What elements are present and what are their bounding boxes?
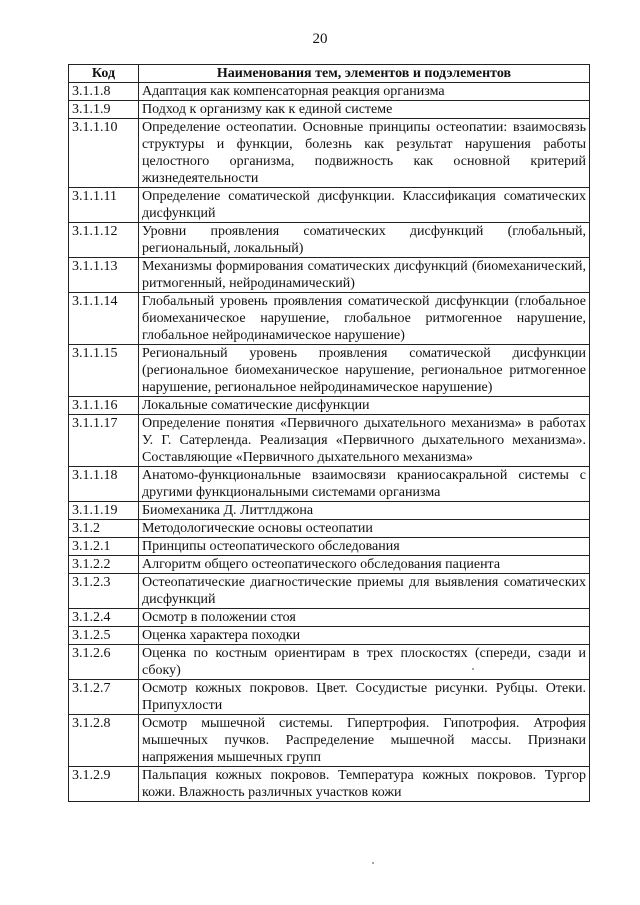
table-row xyxy=(69,538,590,556)
row-code: 3.1.2.1 xyxy=(69,538,139,556)
table-row xyxy=(69,767,590,802)
row-code: 3.1.2 xyxy=(69,520,139,538)
row-code: 3.1.1.13 xyxy=(69,258,139,293)
table-row xyxy=(69,467,590,502)
row-name: Локальные соматические дисфункции xyxy=(139,397,590,415)
table-row xyxy=(69,101,590,119)
row-code: 3.1.2.8 xyxy=(69,715,139,767)
table-row xyxy=(69,627,590,645)
row-code: 3.1.1.14 xyxy=(69,293,139,345)
row-name: Определение понятия «Первичного дыхательного механизма» в работах У. Г. Сатерленда. Реализация «Первичного дыхательного механизма». Составляющие «Первичного дыхательного механизма» xyxy=(139,415,590,467)
row-name: Региональный уровень проявления соматической дисфункции (региональное биомеханическое нарушение, региональное ритмогенное нарушение, региональное нейродинамическое нарушение) xyxy=(139,345,590,397)
row-code: 3.1.2.2 xyxy=(69,556,139,574)
row-code: 3.1.1.16 xyxy=(69,397,139,415)
row-name: Оценка характера походки xyxy=(139,627,590,645)
table-header-row xyxy=(69,65,590,83)
row-code: 3.1.2.4 xyxy=(69,609,139,627)
table-row xyxy=(69,715,590,767)
row-name: Методологические основы остеопатии xyxy=(139,520,590,538)
row-name: Пальпация кожных покровов. Температура кожных покровов. Тургор кожи. Влажность различных участков кожи xyxy=(139,767,590,802)
row-code: 3.1.2.7 xyxy=(69,680,139,715)
row-code: 3.1.1.9 xyxy=(69,101,139,119)
row-code: 3.1.1.10 xyxy=(69,119,139,188)
row-name: Механизмы формирования соматических дисфункций (биомеханический, ритмогенный, нейродинамический) xyxy=(139,258,590,293)
row-name: Уровни проявления соматических дисфункций (глобальный, региональный, локальный) xyxy=(139,223,590,258)
row-name: Осмотр кожных покровов. Цвет. Сосудистые рисунки. Рубцы. Отеки. Припухлости xyxy=(139,680,590,715)
row-name: Осмотр мышечной системы. Гипертрофия. Гипотрофия. Атрофия мышечных пучков. Распределение мышечной массы. Признаки напряжения мышечных групп xyxy=(139,715,590,767)
table-body xyxy=(69,83,590,802)
row-code: 3.1.2.3 xyxy=(69,574,139,609)
topics-table xyxy=(68,64,590,802)
row-name: Алгоритм общего остеопатического обследования пациента xyxy=(139,556,590,574)
table-row xyxy=(69,645,590,680)
row-code: 3.1.1.18 xyxy=(69,467,139,502)
row-name: Остеопатические диагностические приемы для выявления соматических дисфункций xyxy=(139,574,590,609)
row-name: Глобальный уровень проявления соматической дисфункции (глобальное биомеханическое нарушение, глобальное ритмогенное нарушение, глобальное нейродинамическое нарушение) xyxy=(139,293,590,345)
page-number: 20 xyxy=(312,31,328,47)
row-code: 3.1.1.12 xyxy=(69,223,139,258)
row-code: 3.1.2.5 xyxy=(69,627,139,645)
table-row xyxy=(69,83,590,101)
table-row xyxy=(69,574,590,609)
table-row xyxy=(69,680,590,715)
row-name: Оценка по костным ориентирам в трех плоскостях (спереди, сзади и сбоку) xyxy=(139,645,590,680)
row-name: Адаптация как компенсаторная реакция организма xyxy=(139,83,590,101)
scan-speck xyxy=(472,668,474,670)
row-code: 3.1.1.11 xyxy=(69,188,139,223)
row-name: Подход к организму как к единой системе xyxy=(139,101,590,119)
table-row xyxy=(69,397,590,415)
row-name: Принципы остеопатического обследования xyxy=(139,538,590,556)
row-code: 3.1.1.17 xyxy=(69,415,139,467)
table-row xyxy=(69,609,590,627)
table-row xyxy=(69,415,590,467)
table-row xyxy=(69,223,590,258)
row-name: Определение соматической дисфункции. Классификация соматических дисфункций xyxy=(139,188,590,223)
row-code: 3.1.2.6 xyxy=(69,645,139,680)
row-name: Биомеханика Д. Литтлджона xyxy=(139,502,590,520)
row-code: 3.1.1.8 xyxy=(69,83,139,101)
table-row xyxy=(69,119,590,188)
table-row xyxy=(69,556,590,574)
table-row xyxy=(69,502,590,520)
table-row xyxy=(69,188,590,223)
table-row xyxy=(69,520,590,538)
table-row xyxy=(69,258,590,293)
row-code: 3.1.1.15 xyxy=(69,345,139,397)
row-name: Осмотр в положении стоя xyxy=(139,609,590,627)
table-row xyxy=(69,293,590,345)
header-code: Код xyxy=(69,65,139,83)
table-row xyxy=(69,345,590,397)
header-name: Наименования тем, элементов и подэлементов xyxy=(139,65,590,83)
row-name: Определение остеопатии. Основные принципы остеопатии: взаимосвязь структуры и функции, болезнь как результат нарушения работы целостного организма, подвижность как основной критерий жизнедеятельности xyxy=(139,119,590,188)
row-name: Анатомо-функциональные взаимосвязи краниосакральной системы с другими функциональными системами организма xyxy=(139,467,590,502)
row-code: 3.1.1.19 xyxy=(69,502,139,520)
row-code: 3.1.2.9 xyxy=(69,767,139,802)
scan-speck xyxy=(372,862,374,864)
